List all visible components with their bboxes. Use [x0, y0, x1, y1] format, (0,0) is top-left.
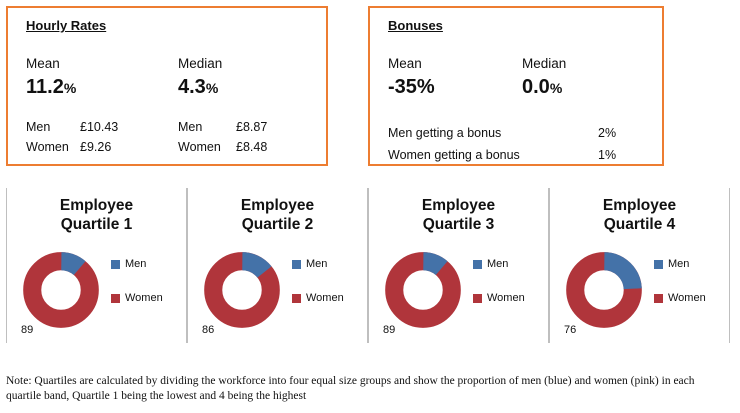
quartile-panel-4	[549, 188, 730, 343]
hourly-median-men-label: Men	[178, 120, 203, 134]
quartile-4-donut-chart	[566, 252, 642, 328]
bonuses-title: Bonuses	[388, 18, 443, 33]
hourly-median-value	[178, 76, 218, 99]
hourly-median-women-amount: £8.48	[236, 140, 268, 154]
legend-label-men: Men	[125, 258, 147, 270]
quartile-4-title-line1: Employee	[602, 197, 677, 214]
women-swatch-icon	[111, 294, 120, 303]
hourly-median-women-label: Women	[178, 140, 221, 154]
bonuses-card	[368, 6, 664, 166]
bonus-median-header: Median	[522, 56, 567, 71]
legend-item-women	[292, 292, 344, 304]
quartile-panels	[6, 188, 730, 343]
women-swatch-icon	[654, 294, 663, 303]
quartile-1-title-line2: Quartile 1	[60, 216, 133, 233]
hourly-rates-title: Hourly Rates	[26, 18, 107, 33]
quartile-1-title-line1: Employee	[59, 197, 134, 214]
quartile-3-title-line2: Quartile 3	[422, 216, 495, 233]
men-swatch-icon	[292, 260, 301, 269]
quartile-panel-3	[368, 188, 549, 343]
hourly-median-header: Median	[178, 56, 223, 71]
bonus-median-value	[522, 76, 562, 99]
bonus-mean-value: -35%	[388, 76, 435, 98]
legend-label-women: Women	[125, 292, 163, 304]
hourly-mean-men-label: Men	[26, 120, 51, 134]
quartile-3-donut-wrap	[377, 250, 473, 336]
quartile-4-title	[550, 196, 729, 234]
quartile-4-donut-wrap	[558, 250, 654, 336]
quartile-1-data-label: 89	[21, 324, 34, 336]
men-swatch-icon	[473, 260, 482, 269]
hourly-mean-men-amount: £10.43	[80, 120, 119, 134]
legend-item-men	[473, 258, 525, 270]
women-getting-bonus-label: Women getting a bonus	[388, 148, 520, 162]
quartile-3-legend	[473, 258, 525, 326]
men-getting-bonus-value: 2%	[598, 126, 617, 140]
quartile-2-donut-chart	[204, 252, 280, 328]
hourly-mean-value	[26, 76, 76, 99]
quartile-1-legend	[111, 258, 163, 326]
women-getting-bonus-value: 1%	[598, 148, 617, 162]
legend-item-women	[654, 292, 706, 304]
quartile-2-title-line1: Employee	[240, 197, 315, 214]
hourly-mean-women-label: Women	[26, 140, 69, 154]
quartile-3-title-line1: Employee	[421, 197, 496, 214]
hourly-mean-unit: %	[63, 80, 77, 96]
bonus-median-number: 0.0	[522, 76, 550, 98]
legend-item-men	[292, 258, 344, 270]
quartile-3-title	[369, 196, 548, 234]
legend-label-women: Women	[487, 292, 525, 304]
quartile-4-legend	[654, 258, 706, 326]
hourly-mean-women-amount: £9.26	[80, 140, 112, 154]
legend-item-men	[111, 258, 163, 270]
legend-item-men	[654, 258, 706, 270]
hourly-mean-number: 11.2	[26, 76, 64, 98]
hourly-rates-card	[6, 6, 328, 166]
legend-label-men: Men	[306, 258, 328, 270]
men-swatch-icon	[654, 260, 663, 269]
quartile-2-legend	[292, 258, 344, 326]
legend-label-women: Women	[306, 292, 344, 304]
women-swatch-icon	[292, 294, 301, 303]
quartile-1-donut-wrap	[15, 250, 111, 336]
women-swatch-icon	[473, 294, 482, 303]
bonus-mean-header: Mean	[388, 56, 422, 71]
quartile-panel-1	[6, 188, 187, 343]
quartile-2-donut-wrap	[196, 250, 292, 336]
quartile-3-data-label: 89	[383, 324, 396, 336]
legend-label-women: Women	[668, 292, 706, 304]
quartile-2-data-label: 86	[202, 324, 215, 336]
men-getting-bonus-label: Men getting a bonus	[388, 126, 502, 140]
legend-label-men: Men	[487, 258, 509, 270]
quartile-3-donut-chart	[385, 252, 461, 328]
hourly-median-unit: %	[205, 80, 219, 96]
quartiles-note: Note: Quartiles are calculated by dividing the workforce into four equal size groups and show the proportion of men (blue) and women (pink) in each quartile band, Quartile 1 being the lowest and 4 being the highest	[6, 375, 695, 402]
quartile-panel-2	[187, 188, 368, 343]
quartile-2-title-line2: Quartile 2	[241, 216, 314, 233]
legend-item-women	[473, 292, 525, 304]
quartile-1-title	[7, 196, 186, 234]
hourly-mean-header: Mean	[26, 56, 60, 71]
quartile-2-title	[188, 196, 367, 234]
hourly-median-number: 4.3	[178, 76, 206, 98]
bonus-median-unit: %	[549, 80, 563, 96]
quartile-4-title-line2: Quartile 4	[603, 216, 676, 233]
legend-label-men: Men	[668, 258, 690, 270]
legend-item-women	[111, 292, 163, 304]
men-swatch-icon	[111, 260, 120, 269]
hourly-median-men-amount: £8.87	[236, 120, 268, 134]
quartile-1-donut-chart	[23, 252, 99, 328]
quartile-4-data-label: 76	[564, 324, 577, 336]
